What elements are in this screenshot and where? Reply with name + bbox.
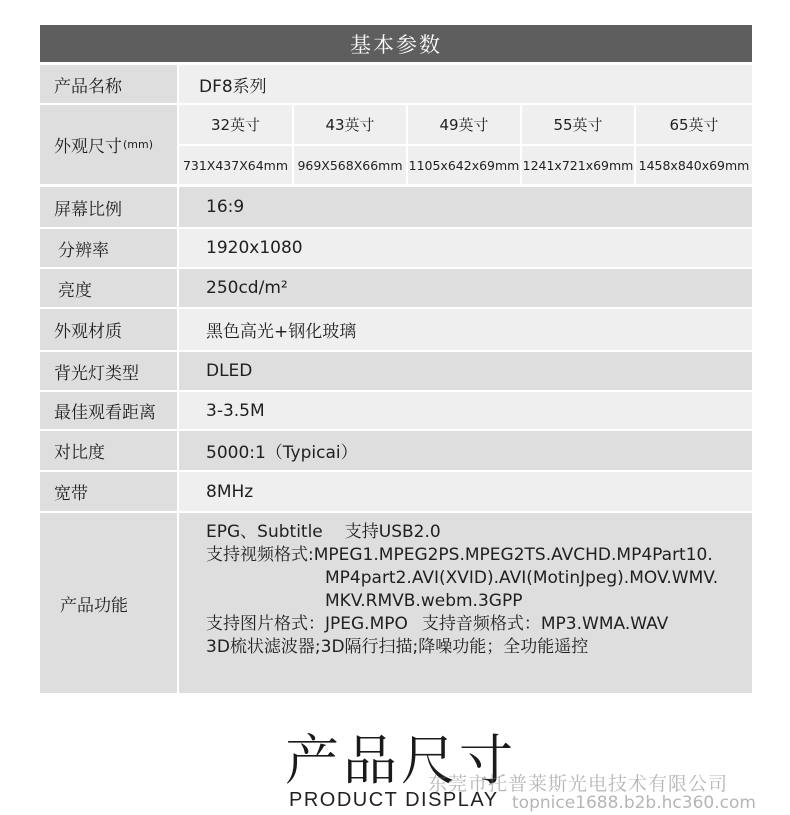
size-dim-43 [294,146,406,184]
row-bandwidth [40,472,752,511]
functions-usb: 支持USB2.0 [344,522,441,542]
spec-value-text: 16:9 [206,197,245,217]
functions-line [206,613,718,636]
spec-label-text: 屏幕比例 [54,199,122,220]
watermark-company: 东莞市托普莱斯光电技术有限公司 [428,773,729,795]
functions-label-text: 产品功能 [60,595,128,616]
size-dim-text: 1458x840x69mm [638,157,750,173]
spec-label [40,229,177,267]
row-brightness [40,269,752,307]
spec-value [179,352,752,390]
spec-value [179,269,752,307]
spec-value [179,229,752,267]
functions-label [40,513,177,693]
size-inch-32 [179,105,292,144]
spec-value-text: 5000:1（Typicai） [206,443,358,463]
size-unit: (mm) [123,138,154,151]
spec-label-text: 外观材质 [54,322,122,342]
functions-line [206,636,718,659]
spec-value-text: DLED [206,361,253,381]
functions-list [206,521,718,659]
spec-label-text: 亮度 [58,280,92,301]
row-material [40,309,752,350]
size-inch-text: 65英寸 [669,116,719,134]
spec-label-text: 分辨率 [58,240,109,261]
spec-value [179,187,752,227]
row-resolution [40,229,752,267]
product-display-subtitle: PRODUCT DISPLAY [289,789,499,811]
row-viewing-distance [40,392,752,429]
spec-label [40,392,177,429]
spec-label-text: 宽带 [54,484,88,504]
functions-image-formats: 支持图片格式：JPEG.MPO [206,614,408,634]
spec-label [40,472,177,511]
functions-audio-formats: 支持音频格式：MP3.WMA.WAV [421,614,669,634]
spec-value [179,392,752,429]
functions-extras: 3D梳状滤波器;3D隔行扫描;降噪功能；全功能遥控 [206,637,589,657]
product-name-value-text: DF8系列 [199,76,267,97]
size-dim-text: 969X568X66mm [297,157,403,173]
spec-label [40,352,177,390]
functions-line [206,521,718,544]
row-size [40,105,752,184]
spec-label [40,309,177,350]
spec-value-text: 黑色高光+钢化玻璃 [206,322,357,342]
size-label [40,105,177,184]
size-dim-text: 731X437X64mm [182,157,289,173]
row-functions [40,513,752,693]
spec-value-text: 250cd/m² [206,278,288,298]
watermark-url: topnice1688.b2b.hc360.com [512,793,756,813]
product-name-label-text: 产品名称 [54,76,122,97]
row-backlight [40,352,752,390]
spec-value-text: 3-3.5M [206,400,265,421]
functions-video-formats-cont: MP4part2.AVI(XVID).AVI(MotinJpeg).MOV.WMV. [325,568,719,588]
spec-label-text: 最佳观看距离 [54,403,156,423]
size-inch-43 [294,105,406,144]
functions-video-formats: 支持视频格式:MPEG1.MPEG2PS.MPEG2TS.AVCHD.MP4Part10. [206,545,713,565]
spec-value-text: 1920x1080 [206,238,303,258]
row-aspect-ratio [40,187,752,227]
size-inch-text: 43英寸 [325,116,375,134]
size-dim-49 [408,146,520,184]
size-inch-65 [636,105,752,144]
functions-line [206,544,718,567]
row-product-name [40,65,752,103]
spec-label [40,269,177,307]
product-name-label [40,65,177,103]
spec-value [179,472,752,511]
size-inch-text: 49英寸 [439,116,489,134]
functions-line [206,567,718,590]
product-size-title: 产品尺寸 [285,729,517,792]
size-grid [179,105,752,184]
functions-epg: EPG、Subtitle [206,522,323,542]
size-dim-text: 1105x642x69mm [408,157,520,173]
size-inch-55 [522,105,634,144]
spec-label-text: 对比度 [54,443,105,463]
spec-label [40,431,177,470]
size-inch-49 [408,105,520,144]
size-dim-32 [179,146,292,184]
header-title: 基本参数 [350,32,442,57]
row-contrast [40,431,752,470]
size-dim-text: 1241x721x69mm [522,157,634,173]
size-dim-65 [636,146,752,184]
spec-value [179,309,752,350]
size-label-text: 外观尺寸 [54,137,122,157]
size-inch-text: 55英寸 [553,116,603,134]
size-dim-55 [522,146,634,184]
functions-video-formats-cont: MKV.RMVB.webm.3GPP [325,591,523,611]
section-header [40,25,752,62]
spec-value [179,431,752,470]
size-inch-text: 32英寸 [210,116,261,134]
spec-value-text: 8MHz [206,481,254,502]
product-name-value [179,65,752,103]
functions-line [206,590,718,613]
spec-label-text: 背光灯类型 [54,363,139,384]
spec-label [40,187,177,227]
